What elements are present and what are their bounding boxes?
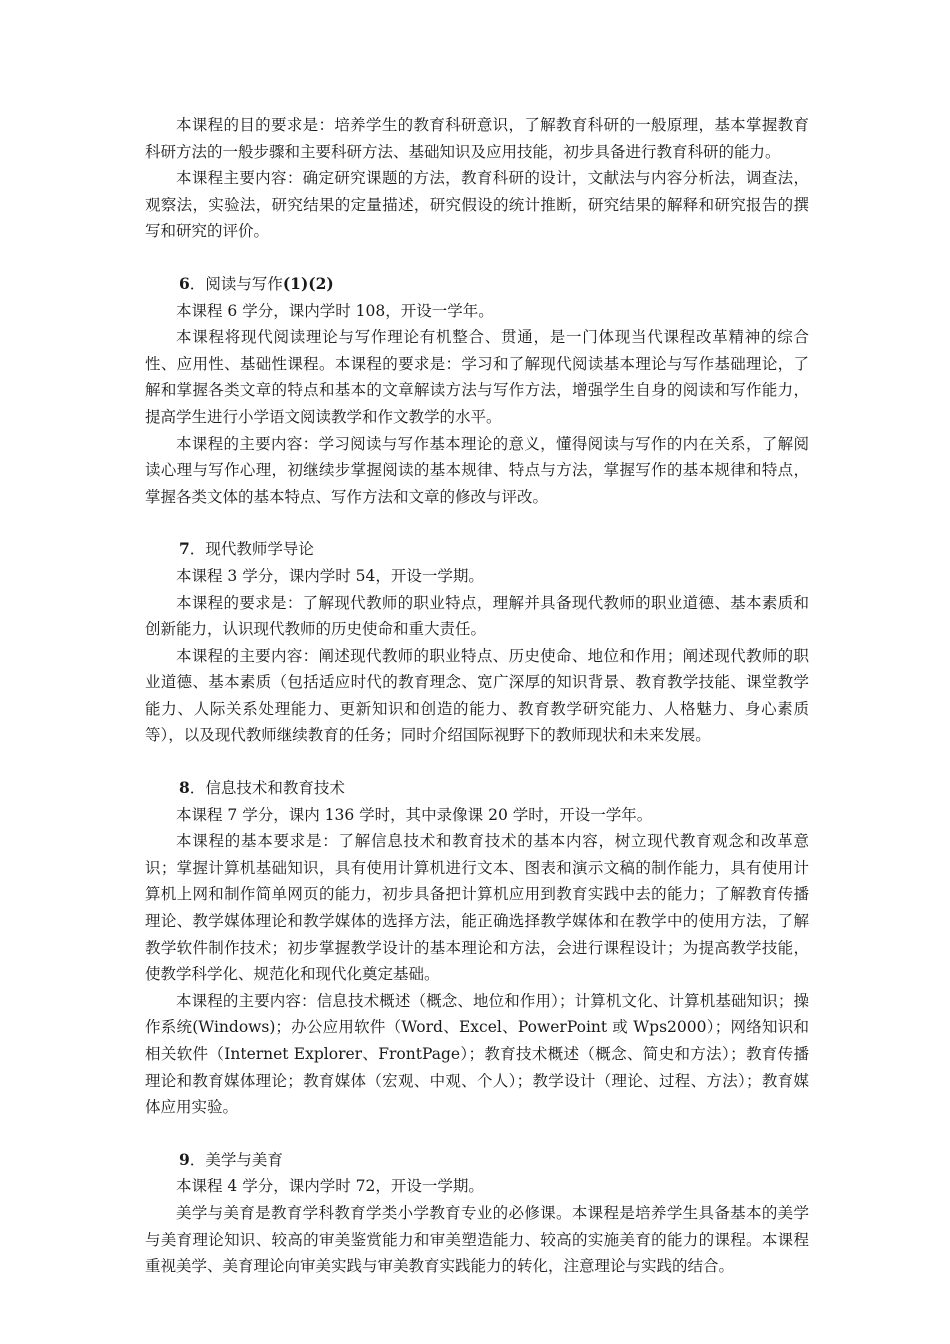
section-title: 美学与美育	[205, 1150, 283, 1169]
section-heading-9: 9．美学与美育	[179, 1149, 283, 1169]
section-credits-6: 本课程 6 学分，课内学时 108，开设一学年。	[176, 301, 494, 320]
section-heading-8: 8．信息技术和教育技术	[179, 778, 345, 798]
section-paragraph-6-2: 本课程的主要内容：学习阅读与写作基本理论的意义，懂得阅读与写作的内在关系，了解阅读心理与写作心理，初继续步掌握阅读的基本规律、特点与方法，掌握写作的基本规律和特点，掌握各类文体的基本特点、写作方法和文章的修改与评改。	[145, 434, 809, 506]
section-credits-7: 本课程 3 学分，课内学时 54，开设一学期。	[176, 566, 484, 585]
section-number: 7	[179, 539, 190, 559]
section-number: 9	[179, 1149, 190, 1169]
section-paragraph-9-1: 美学与美育是教育学科教育学类小学教育专业的必修课。本课程是培养学生具备基本的美学与美育理论知识、较高的审美鉴赏能力和审美塑造能力、较高的实施美育的能力的课程。本课程重视美学、美育理论向审美实践与审美教育实践能力的转化，注意理论与实践的结合。	[145, 1203, 809, 1276]
section-paragraph-8-1: 本课程的基本要求是：了解信息技术和教育技术的基本内容，树立现代教育观念和改革意识；掌握计算机基础知识，具有使用计算机进行文本、图表和演示文稿的制作能力，具有使用计算机上网和制作简单网页的能力，初步具备把计算机应用到教育实践中去的能力；了解教育传播理论、教学媒体理论和教学媒体的选择方法，能正确选择教学媒体和在教学中的使用方法，了解教学软件制作技术；初步掌握教学设计的基本理论和方法，会进行课程设计；为提高教学技能，使教学科学化、规范化和现代化奠定基础。	[145, 832, 809, 984]
section-heading-6: 6．阅读与写作(1)(2)	[179, 273, 334, 293]
section-credits-9: 本课程 4 学分，课内学时 72，开设一学期。	[176, 1177, 484, 1196]
section-paragraph-7-2: 本课程的主要内容：阐述现代教师的职业特点、历史使命、地位和作用；阐述现代教师的职业道德、基本素质（包括适应时代的教育理念、宽广深厚的知识背景、教育教学技能、课堂教学能力、人际关系处理能力、更新知识和创造的能力、教育教学研究能力、人格魅力、身心素质等），以及现代教师继续教育的任务；同时介绍国际视野下的教师现状和未来发展。	[145, 646, 809, 745]
section-title: 阅读与写作	[205, 274, 283, 293]
section-heading-7: 7．现代教师学导论	[179, 539, 314, 559]
section-credits-8: 本课程 7 学分，课内 136 学时，其中录像课 20 学时，开设一学年。	[176, 805, 653, 824]
section-title-suffix: (1)(2)	[282, 273, 334, 293]
section-number: 6	[179, 273, 190, 293]
document-body	[145, 112, 809, 1280]
section-paragraph-7-1: 本课程的要求是：了解现代教师的职业特点，理解并具备现代教师的职业道德、基本素质和创新能力，认识现代教师的历史使命和重大责任。	[145, 593, 809, 639]
section-number: 8	[179, 778, 190, 798]
section-paragraph-8-2: 本课程的主要内容：信息技术概述（概念、地位和作用）；计算机文化、计算机基础知识；操作系统(Windows)；办公应用软件（Word、Excel、PowerPoint 或 Wps2000）；网络知识和相关软件（Internet Explorer、FrontPage）；教育技术概述（概念、简史和方法）；教育传播理论和教育媒体理论；教育媒体（宏观、中观、个人）；教学设计（理论、过程、方法）；教育媒体应用实验。	[145, 991, 809, 1117]
intro-paragraph-1: 本课程的目的要求是：培养学生的教育科研意识，了解教育科研的一般原理，基本掌握教育科研方法的一般步骤和主要科研方法、基础知识及应用技能，初步具备进行教育科研的能力。	[145, 116, 809, 161]
section-title: 现代教师学导论	[205, 540, 314, 559]
section-title: 信息技术和教育技术	[205, 779, 345, 798]
section-paragraph-6-1: 本课程将现代阅读理论与写作理论有机整合、贯通，是一门体现当代课程改革精神的综合性、应用性、基础性课程。本课程的要求是：学习和了解现代阅读基本理论与写作基础理论，了解和掌握各类文章的特点和基本的文章解读方法与写作方法，增强学生自身的阅读和写作能力，提高学生进行小学语文阅读教学和作文教学的水平。	[145, 328, 809, 426]
intro-paragraph-2: 本课程主要内容：确定研究课题的方法，教育科研的设计，文献法与内容分析法，调查法，观察法，实验法，研究结果的定量描述，研究假设的统计推断，研究结果的解释和研究报告的撰写和研究的评价。	[145, 169, 809, 241]
